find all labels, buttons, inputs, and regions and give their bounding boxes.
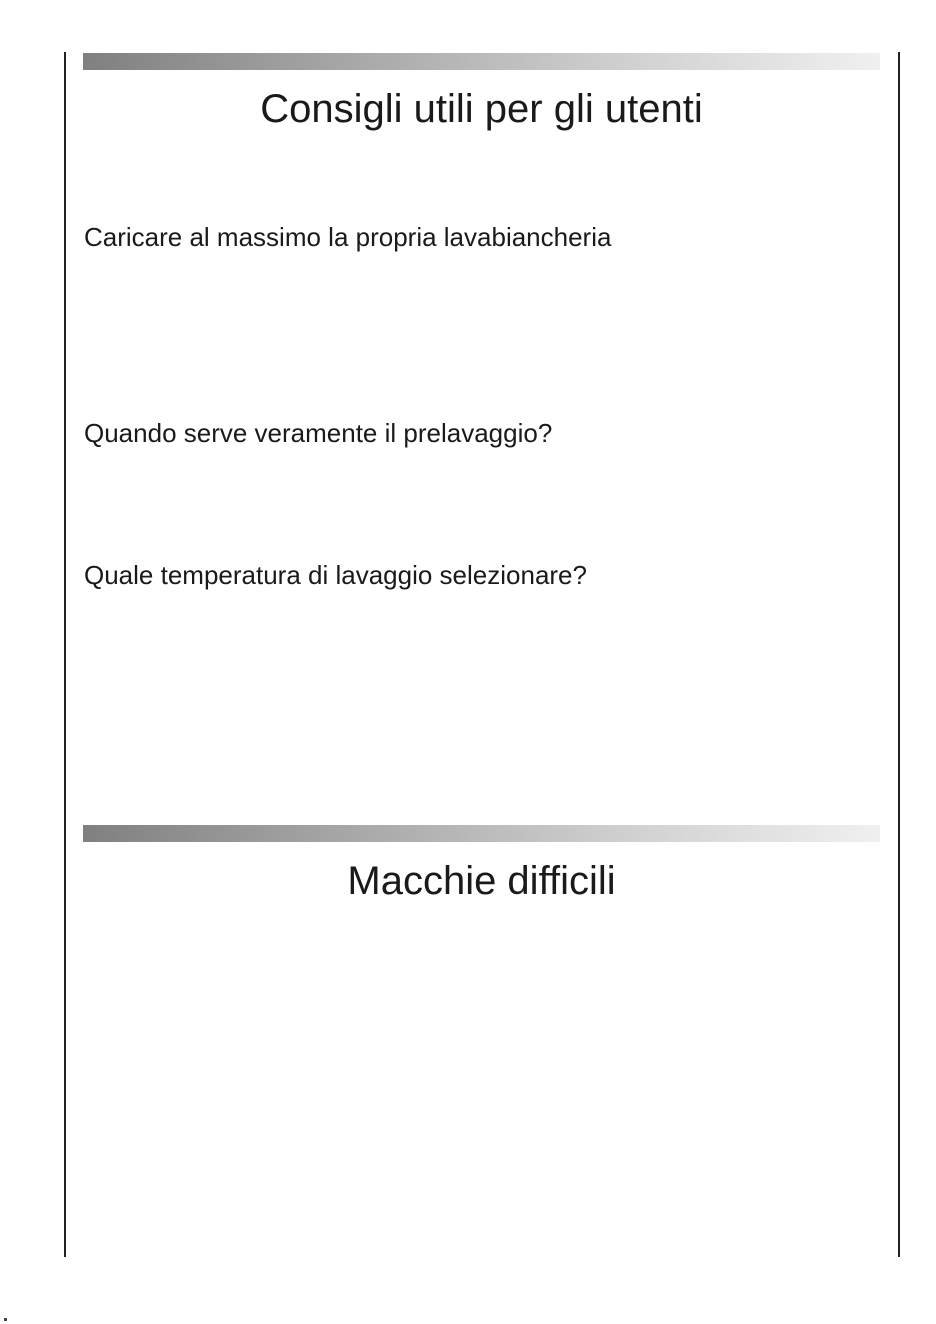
section-title-tips: Consigli utili per gli utenti bbox=[260, 87, 703, 131]
right-margin-rule bbox=[898, 52, 900, 1257]
subheading-prewash: Quando serve veramente il prelavaggio? bbox=[84, 418, 553, 448]
subheading-full-load: Caricare al massimo la propria lavabiancheria bbox=[84, 222, 612, 252]
corner-mark bbox=[4, 1318, 7, 1321]
section-header-bar bbox=[83, 825, 880, 842]
subheading-temperature: Quale temperatura di lavaggio selezionare? bbox=[84, 560, 587, 590]
section-header-bar bbox=[83, 53, 880, 70]
section-title-stains: Macchie difficili bbox=[347, 859, 616, 903]
left-margin-rule bbox=[64, 52, 66, 1257]
